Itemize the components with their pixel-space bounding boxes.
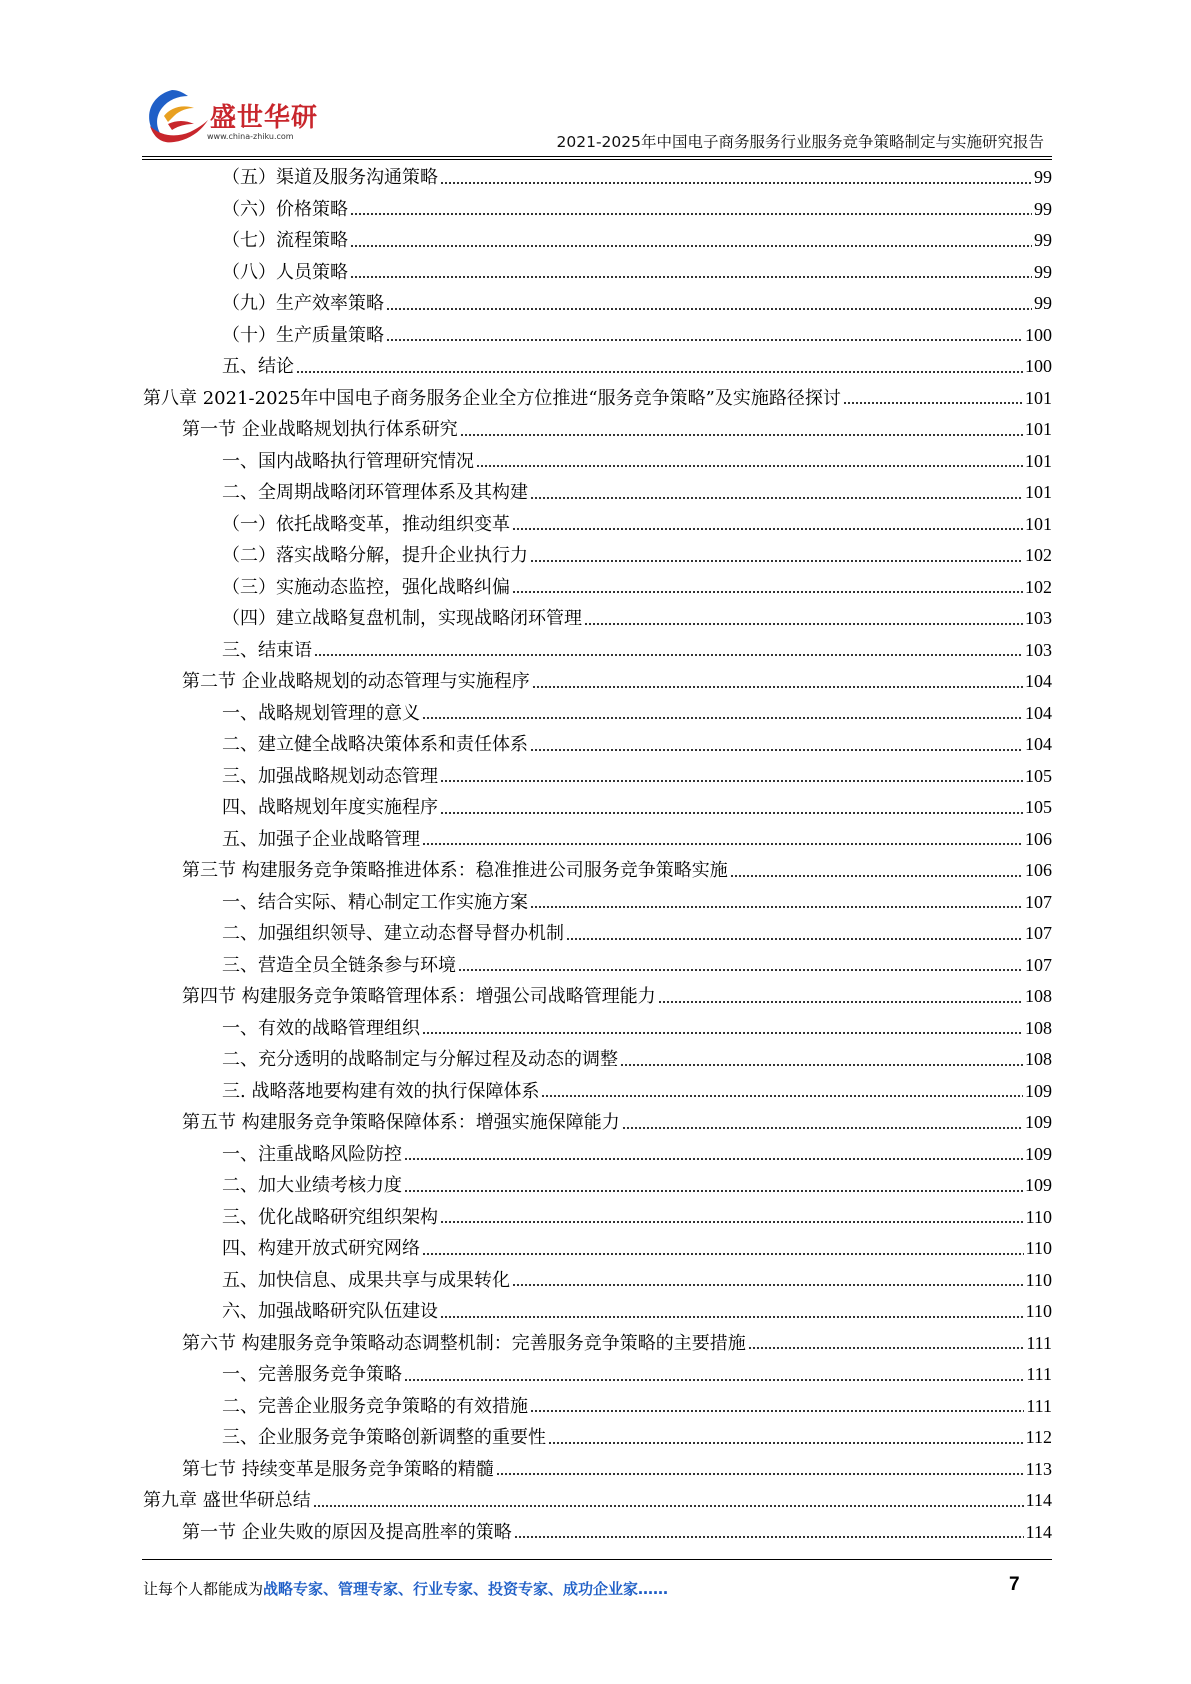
header-divider-thin — [142, 159, 1052, 160]
toc-entry[interactable] — [222, 1044, 1052, 1076]
toc-entry-page: 110 — [1025, 1269, 1052, 1290]
toc-dot-leader — [440, 809, 1023, 816]
toc-entry[interactable] — [222, 1013, 1052, 1045]
toc-entry-title: 三、优化战略研究组织架构 — [222, 1206, 438, 1228]
toc-dot-leader — [313, 1502, 1024, 1509]
toc-entry[interactable] — [222, 1139, 1052, 1171]
toc-dot-leader — [530, 557, 1023, 564]
toc-entry-page: 114 — [1025, 1490, 1052, 1510]
toc-entry-title: （七）流程策略 — [222, 230, 348, 251]
toc-entry-title: （五）渠道及服务沟通策略 — [222, 167, 438, 188]
toc-dot-leader — [514, 1534, 1024, 1541]
toc-entry-page: 104 — [1025, 702, 1052, 723]
toc-entry-title: （六）价格策略 — [222, 198, 348, 220]
toc-entry-page: 102 — [1025, 576, 1052, 597]
toc-entry[interactable] — [182, 1328, 1052, 1360]
toc-entry-page: 109 — [1025, 1175, 1052, 1195]
toc-entry-page: 110 — [1025, 1238, 1052, 1258]
toc-entry[interactable] — [222, 950, 1052, 982]
footer-slogan — [143, 1578, 668, 1599]
toc-dot-leader — [530, 746, 1023, 753]
toc-dot-leader — [296, 368, 1023, 375]
toc-entry-title: 第二节 企业战略规划的动态管理与实施程序 — [182, 671, 530, 692]
toc-entry-title: 一、国内战略执行管理研究情况 — [222, 450, 474, 472]
header-divider — [142, 156, 1052, 157]
toc-entry-page: 101 — [1025, 450, 1052, 471]
toc-dot-leader — [496, 1471, 1024, 1478]
toc-entry-page: 105 — [1025, 765, 1052, 786]
toc-entry-title: 二、建立健全战略决策体系和责任体系 — [222, 734, 528, 755]
toc-entry-page: 101 — [1025, 482, 1052, 502]
toc-entry-page: 106 — [1025, 860, 1052, 880]
toc-entry-title: 六、加强战略研究队伍建设 — [222, 1301, 438, 1322]
toc-dot-leader — [422, 715, 1023, 722]
toc-entry-page: 99 — [1034, 230, 1052, 250]
toc-entry-title: 四、战略规划年度实施程序 — [222, 797, 438, 818]
toc-entry-title: 一、注重战略风险防控 — [222, 1143, 402, 1165]
brand-name: 盛世华研 — [210, 103, 319, 133]
footer-slogan-highlight: 战略专家、管理专家、行业专家、投资专家、成功企业家…… — [263, 1580, 669, 1598]
toc-entry[interactable] — [222, 1170, 1052, 1202]
toc-dot-leader — [440, 179, 1032, 186]
toc-entry-page: 109 — [1025, 1112, 1052, 1132]
toc-entry-title: 二、完善企业服务竞争策略的有效措施 — [222, 1395, 528, 1417]
toc-entry-page: 99 — [1034, 293, 1052, 313]
toc-dot-leader — [440, 1219, 1024, 1226]
toc-dot-leader — [350, 274, 1032, 281]
toc-entry[interactable] — [222, 1391, 1052, 1423]
toc-entry[interactable] — [182, 855, 1052, 887]
footer-divider — [142, 1559, 1052, 1560]
toc-dot-leader — [476, 463, 1023, 470]
toc-dot-leader — [422, 1250, 1024, 1257]
toc-entry-page: 108 — [1025, 986, 1052, 1006]
toc-dot-leader — [460, 431, 1023, 438]
toc-dot-leader — [350, 211, 1032, 218]
toc-dot-leader — [620, 1061, 1023, 1068]
toc-entry[interactable] — [182, 981, 1052, 1013]
toc-entry[interactable] — [182, 666, 1052, 698]
toc-dot-leader — [512, 589, 1023, 596]
toc-entry-title: 三. 战略落地要构建有效的执行保障体系 — [222, 1080, 540, 1102]
toc-entry[interactable] — [222, 225, 1052, 257]
toc-dot-leader — [541, 1093, 1023, 1100]
toc-entry-page: 103 — [1025, 608, 1052, 628]
toc-entry-title: 一、战略规划管理的意义 — [222, 702, 420, 724]
toc-entry-page: 100 — [1025, 356, 1052, 376]
toc-entry[interactable] — [182, 1517, 1052, 1549]
toc-entry[interactable] — [222, 761, 1052, 793]
toc-entry-page: 111 — [1026, 1332, 1052, 1353]
toc-entry-page: 112 — [1025, 1427, 1052, 1447]
toc-entry[interactable] — [222, 1359, 1052, 1391]
toc-entry-title: 第三节 构建服务竞争策略推进体系：稳准推进公司服务竞争策略实施 — [182, 860, 728, 881]
toc-dot-leader — [843, 400, 1023, 407]
toc-entry-title: 第七节 持续变革是服务竞争策略的精髓 — [182, 1458, 494, 1480]
toc-entry-title: 第九章 盛世华研总结 — [143, 1490, 311, 1511]
toc-entry-title: 二、加强组织领导、建立动态督导督办机制 — [222, 923, 564, 944]
toc-entry-page: 104 — [1025, 734, 1052, 754]
toc-entry-page: 111 — [1026, 1395, 1052, 1416]
toc-dot-leader — [404, 1156, 1023, 1163]
toc-entry-page: 99 — [1034, 261, 1052, 282]
toc-entry-title: 第四节 构建服务竞争策略管理体系：增强公司战略管理能力 — [182, 986, 656, 1007]
toc-entry[interactable] — [222, 918, 1052, 950]
toc-entry-page: 99 — [1034, 167, 1052, 187]
toc-entry-title: 第五节 构建服务竞争策略保障体系：增强实施保障能力 — [182, 1112, 620, 1133]
toc-dot-leader — [386, 337, 1023, 344]
toc-entry[interactable] — [222, 194, 1052, 226]
toc-entry-page: 109 — [1025, 1143, 1052, 1164]
toc-entry[interactable] — [222, 1233, 1052, 1265]
toc-entry-page: 110 — [1025, 1301, 1052, 1321]
toc-entry-title: 一、有效的战略管理组织 — [222, 1017, 420, 1039]
toc-entry-page: 114 — [1025, 1521, 1052, 1542]
toc-entry-title: 第一节 企业失败的原因及提高胜率的策略 — [182, 1521, 512, 1543]
toc-entry[interactable] — [182, 1107, 1052, 1139]
toc-entry-title: 第八章 2021-2025年中国电子商务服务企业全方位推进“服务竞争策略”及实施路径探讨 — [143, 387, 841, 409]
toc-entry[interactable] — [222, 509, 1052, 541]
toc-entry[interactable] — [222, 1202, 1052, 1234]
toc-entry-page: 102 — [1025, 545, 1052, 565]
toc-dot-leader — [512, 526, 1023, 533]
toc-entry[interactable] — [222, 288, 1052, 320]
toc-entry[interactable] — [143, 383, 1052, 415]
brand-url: www.china-zhiku.com — [207, 132, 294, 141]
toc-dot-leader — [548, 1439, 1024, 1446]
toc-dot-leader — [404, 1187, 1023, 1194]
toc-dot-leader — [532, 683, 1023, 690]
toc-entry[interactable] — [222, 603, 1052, 635]
toc-dot-leader — [386, 305, 1032, 312]
toc-entry-title: 三、营造全员全链条参与环境 — [222, 954, 456, 976]
toc-entry-page: 109 — [1025, 1080, 1052, 1101]
toc-entry[interactable] — [182, 414, 1052, 446]
toc-entry-title: 三、企业服务竞争策略创新调整的重要性 — [222, 1427, 546, 1448]
toc-entry-title: （九）生产效率策略 — [222, 293, 384, 314]
document-title: 2021-2025年中国电子商务服务行业服务竞争策略制定与实施研究报告 — [556, 133, 1044, 151]
toc-entry[interactable] — [222, 635, 1052, 667]
toc-entry-title: 三、结束语 — [222, 639, 312, 661]
toc-entry-title: （三）实施动态监控，强化战略纠偏 — [222, 576, 510, 598]
toc-entry-title: （一）依托战略变革，推动组织变革 — [222, 513, 510, 535]
toc-dot-leader — [458, 967, 1023, 974]
toc-entry-title: 第六节 构建服务竞争策略动态调整机制：完善服务竞争策略的主要措施 — [182, 1332, 746, 1354]
toc-entry[interactable] — [222, 792, 1052, 824]
toc-dot-leader — [404, 1376, 1024, 1383]
toc-entry-page: 108 — [1025, 1017, 1052, 1038]
toc-dot-leader — [622, 1124, 1023, 1131]
toc-entry-page: 101 — [1025, 419, 1052, 439]
toc-entry[interactable] — [222, 540, 1052, 572]
toc-entry-title: 五、结论 — [222, 356, 294, 377]
toc-entry-page: 101 — [1025, 513, 1052, 534]
toc-dot-leader — [350, 242, 1032, 249]
toc-dot-leader — [530, 494, 1023, 501]
toc-dot-leader — [314, 652, 1023, 659]
toc-dot-leader — [512, 1282, 1024, 1289]
toc-entry-page: 101 — [1025, 387, 1052, 408]
toc-entry[interactable] — [222, 1265, 1052, 1297]
toc-entry[interactable] — [222, 351, 1052, 383]
toc-dot-leader — [566, 935, 1023, 942]
toc-entry[interactable] — [222, 572, 1052, 604]
toc-entry[interactable] — [222, 320, 1052, 352]
toc-entry-page: 106 — [1025, 828, 1052, 849]
toc-dot-leader — [748, 1345, 1025, 1352]
toc-entry-title: 第一节 企业战略规划执行体系研究 — [182, 419, 458, 440]
toc-dot-leader — [440, 778, 1023, 785]
toc-entry-page: 99 — [1034, 198, 1052, 219]
toc-entry[interactable] — [222, 824, 1052, 856]
toc-entry-page: 104 — [1025, 671, 1052, 691]
footer-slogan-prefix: 让每个人都能成为 — [143, 1580, 264, 1598]
toc-entry-page: 113 — [1025, 1458, 1052, 1479]
toc-entry-title: 四、构建开放式研究网络 — [222, 1238, 420, 1259]
toc-entry-page: 103 — [1025, 639, 1052, 660]
toc-entry[interactable] — [222, 887, 1052, 919]
toc-dot-leader — [422, 841, 1023, 848]
toc-entry-title: （八）人员策略 — [222, 261, 348, 283]
toc-entry-page: 100 — [1025, 324, 1052, 345]
toc-entry-page: 107 — [1025, 891, 1052, 912]
toc-dot-leader — [440, 1313, 1024, 1320]
page-number: 7 — [1009, 1574, 1020, 1595]
toc-entry-page: 108 — [1025, 1049, 1052, 1069]
toc-entry-page: 110 — [1025, 1206, 1052, 1227]
toc-entry[interactable] — [222, 477, 1052, 509]
toc-entry-title: （十）生产质量策略 — [222, 324, 384, 346]
toc-entry[interactable] — [222, 257, 1052, 289]
toc-entry-title: 二、全周期战略闭环管理体系及其构建 — [222, 482, 528, 503]
toc-entry-page: 111 — [1026, 1364, 1052, 1384]
toc-dot-leader — [530, 1408, 1024, 1415]
toc-entry-title: （四）建立战略复盘机制，实现战略闭环管理 — [222, 608, 582, 629]
toc-entry[interactable] — [222, 1076, 1052, 1108]
toc-dot-leader — [530, 904, 1023, 911]
toc-entry[interactable] — [222, 698, 1052, 730]
toc-entry[interactable] — [222, 162, 1052, 194]
toc-dot-leader — [730, 872, 1023, 879]
toc-entry-title: 五、加强子企业战略管理 — [222, 828, 420, 850]
toc-entry[interactable] — [182, 1454, 1052, 1486]
toc-entry-title: 一、完善服务竞争策略 — [222, 1364, 402, 1385]
toc-dot-leader — [658, 998, 1023, 1005]
toc-dot-leader — [422, 1030, 1023, 1037]
toc-entry-title: （二）落实战略分解，提升企业执行力 — [222, 545, 528, 566]
toc-entry[interactable] — [143, 1485, 1052, 1517]
toc-entry-title: 一、结合实际、精心制定工作实施方案 — [222, 891, 528, 913]
toc-entry-page: 107 — [1025, 923, 1052, 943]
toc-dot-leader — [584, 620, 1023, 627]
toc-entry-title: 五、加快信息、成果共享与成果转化 — [222, 1269, 510, 1291]
toc-entry-title: 二、充分透明的战略制定与分解过程及动态的调整 — [222, 1049, 618, 1070]
toc-entry-title: 三、加强战略规划动态管理 — [222, 765, 438, 787]
toc-entry-page: 105 — [1025, 797, 1052, 817]
toc-entry-title: 二、加大业绩考核力度 — [222, 1175, 402, 1196]
toc-entry[interactable] — [222, 1296, 1052, 1328]
toc-entry-page: 107 — [1025, 954, 1052, 975]
toc-entry[interactable] — [222, 729, 1052, 761]
toc-entry[interactable] — [222, 446, 1052, 478]
toc-entry[interactable] — [222, 1422, 1052, 1454]
